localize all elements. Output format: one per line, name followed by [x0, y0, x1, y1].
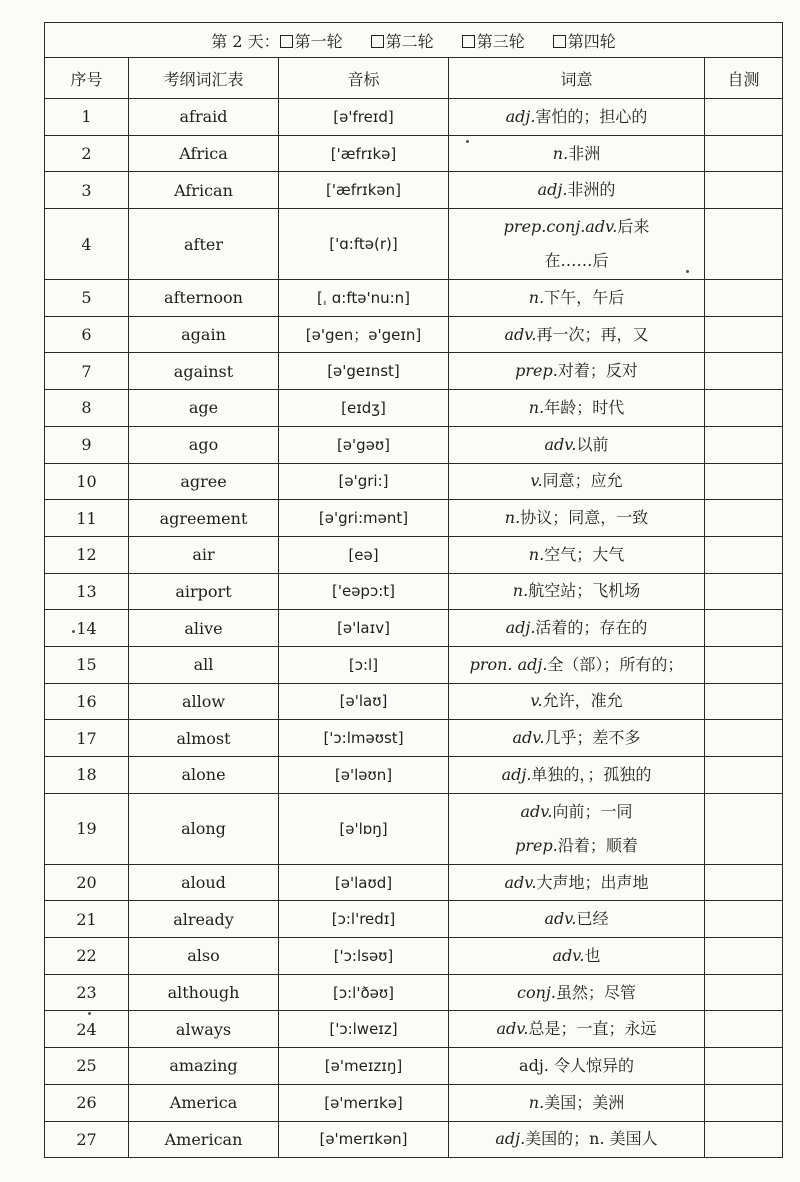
row-number: 4	[45, 209, 129, 280]
row-word: always	[129, 1011, 279, 1048]
row-self-test[interactable]	[705, 864, 783, 901]
row-meaning	[449, 172, 705, 209]
row-meaning	[449, 316, 705, 353]
meaning-line	[449, 648, 704, 682]
row-meaning	[449, 573, 705, 610]
row-phonetic: ['æfrɪkən]	[279, 172, 449, 209]
meaning-text: 非洲的	[567, 180, 616, 200]
part-of-speech: n.	[552, 143, 569, 163]
meaning-text: 总是；一直；永远	[528, 1019, 657, 1039]
row-self-test[interactable]	[705, 1011, 783, 1048]
row-self-test[interactable]	[705, 646, 783, 683]
part-of-speech: adj.	[505, 106, 536, 126]
table-row	[45, 99, 783, 136]
row-meaning	[449, 610, 705, 647]
meaning-line	[449, 391, 704, 425]
vocabulary-sheet	[44, 22, 782, 1158]
meaning-text: 向前；一同	[552, 801, 633, 821]
vocabulary-table	[44, 22, 783, 1158]
row-number: 3	[45, 172, 129, 209]
row-meaning	[449, 1048, 705, 1085]
row-phonetic: [ɔ:l'redɪ]	[279, 901, 449, 938]
row-word: almost	[129, 720, 279, 757]
meaning-text: 美国的；n. 美国人	[525, 1129, 658, 1149]
row-phonetic: [ə'ləʊn]	[279, 757, 449, 794]
row-phonetic: [ə'gri:]	[279, 463, 449, 500]
row-number: 17	[45, 720, 129, 757]
row-phonetic: ['ɔ:lsəʊ]	[279, 938, 449, 975]
part-of-speech: n.	[528, 397, 545, 417]
row-phonetic: [eə]	[279, 536, 449, 573]
meaning-text: 协议；同意，一致	[520, 508, 649, 528]
table-row	[45, 463, 783, 500]
meaning-line	[449, 137, 704, 171]
row-number: 22	[45, 938, 129, 975]
row-phonetic: [ə'laʊd]	[279, 864, 449, 901]
meaning-line	[449, 281, 704, 315]
row-word: age	[129, 390, 279, 427]
round-2-checkbox[interactable]	[371, 35, 384, 48]
row-number: 12	[45, 536, 129, 573]
part-of-speech: adv.	[544, 434, 577, 454]
row-word: all	[129, 646, 279, 683]
row-meaning	[449, 720, 705, 757]
row-meaning	[449, 209, 705, 280]
row-number: 2	[45, 135, 129, 172]
table-row	[45, 610, 783, 647]
row-number: 23	[45, 974, 129, 1011]
table-row	[45, 573, 783, 610]
row-phonetic: [ə'laɪv]	[279, 610, 449, 647]
row-phonetic: ['ɔ:lməʊst]	[279, 720, 449, 757]
meaning-text: 以前	[576, 434, 609, 454]
meaning-text: 虽然；尽管	[555, 982, 636, 1002]
row-phonetic: [ə'gen；ə'geɪn]	[279, 316, 449, 353]
meaning-text: 航空站；飞机场	[528, 581, 641, 601]
meaning-text: 全（部）；所有的；	[547, 654, 684, 674]
meaning-text: 再一次；再，又	[536, 324, 649, 344]
row-meaning	[449, 864, 705, 901]
meaning-text: 大声地；出声地	[536, 872, 649, 892]
row-self-test[interactable]	[705, 209, 783, 280]
row-self-test[interactable]	[705, 974, 783, 1011]
row-word: Africa	[129, 135, 279, 172]
row-phonetic: [ə'merɪkən]	[279, 1121, 449, 1158]
row-word: afternoon	[129, 280, 279, 317]
meaning-text: 活着的；存在的	[535, 618, 648, 638]
row-meaning	[449, 390, 705, 427]
table-row	[45, 536, 783, 573]
row-self-test[interactable]	[705, 280, 783, 317]
day-title	[45, 23, 783, 58]
table-row	[45, 901, 783, 938]
row-self-test[interactable]	[705, 500, 783, 537]
row-number: 25	[45, 1048, 129, 1085]
table-row	[45, 864, 783, 901]
meaning-text: 对着；反对	[557, 361, 638, 381]
row-word: allow	[129, 683, 279, 720]
row-word: along	[129, 793, 279, 864]
row-self-test[interactable]	[705, 757, 783, 794]
meaning-text: 后来	[617, 217, 650, 237]
meaning-line	[449, 976, 704, 1010]
meaning-line	[449, 939, 704, 973]
row-phonetic: ['eəpɔ:t]	[279, 573, 449, 610]
meaning-line	[449, 1122, 704, 1156]
row-meaning	[449, 1121, 705, 1158]
meaning-line	[449, 574, 704, 608]
meaning-line	[449, 1049, 704, 1083]
part-of-speech: adj.	[537, 180, 568, 200]
part-of-speech: n.	[528, 287, 545, 307]
scan-speck	[88, 1012, 91, 1015]
row-phonetic: [ə'gri:mənt]	[279, 500, 449, 537]
table-row	[45, 500, 783, 537]
row-self-test[interactable]	[705, 1048, 783, 1085]
row-word: agree	[129, 463, 279, 500]
row-word: although	[129, 974, 279, 1011]
meaning-text: 空气；大气	[544, 544, 625, 564]
table-row	[45, 135, 783, 172]
meaning-text: 害怕的；担心的	[535, 106, 648, 126]
table-row	[45, 1121, 783, 1158]
row-number: 15	[45, 646, 129, 683]
row-word: airport	[129, 573, 279, 610]
row-number: 14	[45, 610, 129, 647]
part-of-speech: adv.	[512, 728, 545, 748]
row-phonetic: [ˌ ɑ:ftə'nu:n]	[279, 280, 449, 317]
part-of-speech: adv.	[544, 909, 577, 929]
row-meaning	[449, 938, 705, 975]
row-self-test[interactable]	[705, 720, 783, 757]
row-self-test[interactable]	[705, 573, 783, 610]
row-word: America	[129, 1084, 279, 1121]
row-self-test[interactable]	[705, 938, 783, 975]
table-row	[45, 683, 783, 720]
meaning-text: 已经	[576, 909, 609, 929]
row-meaning	[449, 500, 705, 537]
row-phonetic: [ɔ:l'ðəʊ]	[279, 974, 449, 1011]
part-of-speech: adj.	[495, 1129, 526, 1149]
row-number: 13	[45, 573, 129, 610]
row-self-test[interactable]	[705, 793, 783, 864]
row-word: alone	[129, 757, 279, 794]
table-row	[45, 172, 783, 209]
row-meaning	[449, 135, 705, 172]
row-meaning	[449, 646, 705, 683]
row-number: 5	[45, 280, 129, 317]
part-of-speech: pron. adj.	[469, 654, 548, 674]
round-3-label: 第三轮	[476, 31, 525, 51]
meaning-line	[449, 866, 704, 900]
row-number: 6	[45, 316, 129, 353]
header-phonetic: 音标	[279, 58, 449, 99]
row-meaning	[449, 426, 705, 463]
row-number: 18	[45, 757, 129, 794]
table-row	[45, 938, 783, 975]
part-of-speech: n.	[512, 581, 529, 601]
round-1-label: 第一轮	[294, 31, 343, 51]
row-word: aloud	[129, 864, 279, 901]
meaning-text: 沿着；顺着	[557, 835, 638, 855]
meaning-line	[449, 318, 704, 352]
table-row	[45, 720, 783, 757]
row-word: after	[129, 209, 279, 280]
row-self-test[interactable]	[705, 463, 783, 500]
header-word: 考纲词汇表	[129, 58, 279, 99]
row-meaning	[449, 757, 705, 794]
row-word: alive	[129, 610, 279, 647]
round-3-checkbox[interactable]	[462, 35, 475, 48]
part-of-speech: conj.	[517, 982, 556, 1002]
meaning-line	[449, 758, 704, 792]
row-meaning	[449, 901, 705, 938]
row-word: also	[129, 938, 279, 975]
row-self-test[interactable]	[705, 426, 783, 463]
part-of-speech: adj.	[505, 618, 536, 638]
part-of-speech: v.	[530, 691, 543, 711]
table-row	[45, 353, 783, 390]
row-phonetic: ['ɑ:ftə(r)]	[279, 209, 449, 280]
row-phonetic: [ə'merɪkə]	[279, 1084, 449, 1121]
row-number: 11	[45, 500, 129, 537]
row-meaning	[449, 463, 705, 500]
meaning-line	[449, 684, 704, 718]
meaning-text: 同意；应允	[542, 471, 623, 491]
row-self-test[interactable]	[705, 316, 783, 353]
table-row	[45, 1048, 783, 1085]
day-label: 第 2 天：	[211, 31, 280, 51]
row-word: again	[129, 316, 279, 353]
row-self-test[interactable]	[705, 1121, 783, 1158]
title-row	[45, 23, 783, 58]
meaning-line	[449, 354, 704, 388]
part-of-speech: prep.	[515, 361, 558, 381]
meaning-line	[449, 464, 704, 498]
table-row	[45, 1011, 783, 1048]
table-row	[45, 390, 783, 427]
row-meaning	[449, 1084, 705, 1121]
part-of-speech: prep.conj.adv.	[503, 217, 618, 237]
row-meaning	[449, 536, 705, 573]
part-of-speech: adv.	[496, 1019, 529, 1039]
row-number: 9	[45, 426, 129, 463]
row-meaning	[449, 353, 705, 390]
meaning-line	[449, 1086, 704, 1120]
row-self-test[interactable]	[705, 353, 783, 390]
meaning-text: 允许，准允	[542, 691, 623, 711]
row-phonetic: [ə'freɪd]	[279, 99, 449, 136]
row-phonetic: [ɔ:l]	[279, 646, 449, 683]
meaning-text: 单独的，；孤独的	[531, 764, 652, 784]
meaning-text: 美国；美洲	[544, 1092, 625, 1112]
row-meaning	[449, 683, 705, 720]
row-word: African	[129, 172, 279, 209]
part-of-speech: v.	[530, 471, 543, 491]
header-no: 序号	[45, 58, 129, 99]
row-self-test[interactable]	[705, 390, 783, 427]
row-meaning	[449, 280, 705, 317]
row-number: 10	[45, 463, 129, 500]
row-word: air	[129, 536, 279, 573]
row-word: agreement	[129, 500, 279, 537]
row-phonetic: [ə'lɒŋ]	[279, 793, 449, 864]
row-number: 7	[45, 353, 129, 390]
row-number: 8	[45, 390, 129, 427]
part-of-speech: adv.	[520, 801, 553, 821]
row-meaning	[449, 99, 705, 136]
meaning-text: 也	[584, 945, 601, 965]
row-self-test[interactable]	[705, 99, 783, 136]
row-self-test[interactable]	[705, 536, 783, 573]
part-of-speech: prep.	[515, 835, 558, 855]
meaning-line	[449, 501, 704, 535]
row-self-test[interactable]	[705, 1084, 783, 1121]
table-row	[45, 316, 783, 353]
header-row	[45, 58, 783, 99]
row-self-test[interactable]	[705, 135, 783, 172]
table-row	[45, 1084, 783, 1121]
scan-speck	[72, 630, 75, 633]
header-self-test: 自测	[705, 58, 783, 99]
row-phonetic: [ə'laʊ]	[279, 683, 449, 720]
scan-speck	[466, 140, 469, 143]
row-meaning	[449, 793, 705, 864]
row-number: 27	[45, 1121, 129, 1158]
row-word: afraid	[129, 99, 279, 136]
meaning-line	[449, 611, 704, 645]
row-phonetic: [ə'geɪnst]	[279, 353, 449, 390]
row-number: 20	[45, 864, 129, 901]
meaning-line	[449, 538, 704, 572]
row-word: already	[129, 901, 279, 938]
row-word: against	[129, 353, 279, 390]
row-self-test[interactable]	[705, 901, 783, 938]
row-phonetic: ['æfrɪkə]	[279, 135, 449, 172]
row-meaning	[449, 974, 705, 1011]
meaning-line	[449, 100, 704, 134]
row-phonetic: [ə'meɪzɪŋ]	[279, 1048, 449, 1085]
part-of-speech: adj.	[501, 764, 532, 784]
table-row	[45, 793, 783, 864]
meaning-line	[449, 902, 704, 936]
part-of-speech: adv.	[504, 324, 537, 344]
part-of-speech: adv.	[504, 872, 537, 892]
table-row	[45, 974, 783, 1011]
meaning-line	[449, 829, 704, 863]
table-row	[45, 426, 783, 463]
row-self-test[interactable]	[705, 172, 783, 209]
meaning-text: 年龄；时代	[544, 397, 625, 417]
row-word: ago	[129, 426, 279, 463]
meaning-text: adj. 令人惊异的	[519, 1055, 634, 1075]
table-row	[45, 209, 783, 280]
row-number: 1	[45, 99, 129, 136]
scan-speck	[686, 270, 689, 273]
meaning-line	[449, 210, 704, 244]
row-self-test[interactable]	[705, 610, 783, 647]
meaning-line	[449, 795, 704, 829]
row-phonetic: [ə'gəʊ]	[279, 426, 449, 463]
part-of-speech: n.	[504, 508, 521, 528]
part-of-speech: n.	[528, 1092, 545, 1112]
row-number: 24	[45, 1011, 129, 1048]
table-row	[45, 280, 783, 317]
row-word: amazing	[129, 1048, 279, 1085]
row-phonetic: ['ɔ:lweɪz]	[279, 1011, 449, 1048]
meaning-text: 在……后	[544, 251, 609, 271]
meaning-text: 非洲	[568, 143, 601, 163]
row-self-test[interactable]	[705, 683, 783, 720]
meaning-line	[449, 244, 704, 278]
row-phonetic: [eɪdʒ]	[279, 390, 449, 427]
round-1-checkbox[interactable]	[280, 35, 293, 48]
meaning-text: 几乎；差不多	[544, 728, 641, 748]
row-number: 26	[45, 1084, 129, 1121]
row-number: 16	[45, 683, 129, 720]
round-4-checkbox[interactable]	[553, 35, 566, 48]
row-word: American	[129, 1121, 279, 1158]
meaning-line	[449, 428, 704, 462]
round-4-label: 第四轮	[567, 31, 616, 51]
part-of-speech: adv.	[552, 945, 585, 965]
header-meaning: 词意	[449, 58, 705, 99]
row-number: 19	[45, 793, 129, 864]
row-number: 21	[45, 901, 129, 938]
table-row	[45, 646, 783, 683]
meaning-line	[449, 173, 704, 207]
part-of-speech: n.	[528, 544, 545, 564]
row-meaning	[449, 1011, 705, 1048]
round-2-label: 第二轮	[385, 31, 434, 51]
meaning-line	[449, 1012, 704, 1046]
meaning-text: 下午，午后	[544, 287, 625, 307]
meaning-line	[449, 721, 704, 755]
table-row	[45, 757, 783, 794]
